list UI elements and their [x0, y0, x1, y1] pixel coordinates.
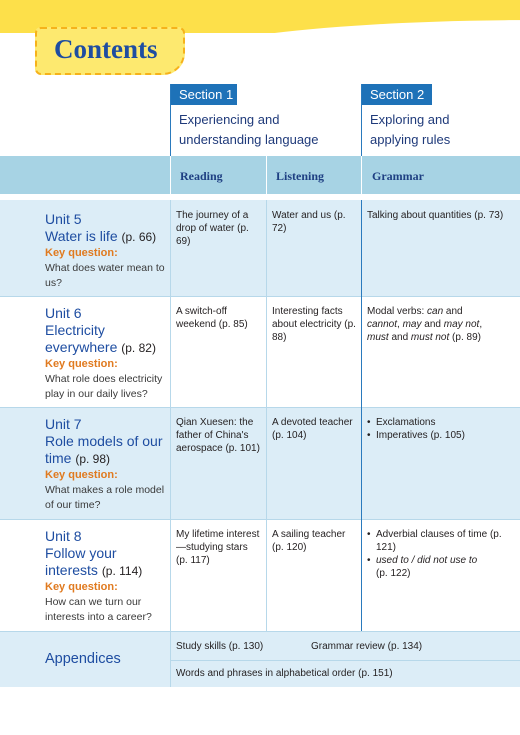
unit-number: Unit 7 — [45, 416, 82, 432]
unit-5-reading: The journey of a drop of water (p. 69) — [176, 210, 249, 247]
section-2-title — [370, 110, 450, 150]
unit-8-reading: My lifetime interest—studying stars (p. 117) — [176, 529, 260, 566]
section-1-label: Section 1 — [171, 84, 237, 105]
study-skills: Study skills (p. 130) — [176, 641, 264, 652]
grammar-item: • Imperatives (p. 105) — [367, 429, 512, 442]
key-question-text: How can we turn our interests into a career? — [45, 596, 152, 623]
column-listening: Listening — [276, 169, 325, 183]
unit-7-grammar — [367, 416, 512, 442]
unit-number: Unit 8 — [45, 528, 82, 544]
unit-7-title — [45, 416, 163, 468]
section-1-rule — [170, 84, 171, 156]
unit-page: (p. 66) — [121, 230, 157, 244]
row-divider — [171, 660, 520, 661]
page-title: Contents — [54, 34, 158, 64]
row-divider — [0, 296, 520, 297]
unit-6-title — [45, 305, 156, 357]
unit-5-title — [45, 211, 156, 246]
key-question-text: What does water mean to us? — [45, 262, 165, 289]
header-separator — [170, 156, 171, 194]
grammar-item: • Exclamations — [367, 416, 512, 429]
grammar-column-rule — [361, 200, 362, 631]
unit-name-line-2: time — [45, 450, 72, 466]
unit-name-line-1: Electricity — [45, 322, 105, 338]
unit-name: Water is life — [45, 228, 118, 244]
unit-6-grammar: Modal verbs: can and cannot, may and may not, must and must not (p. 89) — [367, 306, 483, 343]
key-question-label: Key question: — [45, 581, 118, 593]
appendices-title: Appendices — [45, 651, 121, 667]
section-2-title-line-2: applying rules — [370, 132, 451, 147]
row-divider — [0, 407, 520, 408]
unit-8-listening: A sailing teacher (p. 120) — [272, 529, 346, 553]
section-2-rule — [361, 84, 362, 156]
grammar-item: • used to / did not use to — [367, 554, 512, 567]
unit-name-line-2: everywhere — [45, 339, 118, 355]
unit-number: Unit 6 — [45, 305, 82, 321]
grammar-item: • Adverbial clauses of time (p. 121) — [367, 528, 512, 554]
column-grammar: Grammar — [372, 169, 424, 183]
unit-page: (p. 98) — [75, 452, 111, 466]
unit-6-reading: A switch-off weekend (p. 85) — [176, 306, 248, 330]
unit-page: (p. 82) — [121, 341, 156, 355]
unit-8-title — [45, 528, 142, 580]
section-1-title — [179, 110, 319, 150]
unit-6-listening: Interesting facts about electricity (p. 88) — [272, 306, 356, 343]
unit-8-grammar — [367, 528, 512, 580]
key-question-label: Key question: — [45, 469, 118, 481]
row-divider — [0, 519, 520, 520]
column-separator — [170, 200, 171, 687]
header-separator — [361, 156, 362, 194]
unit-5-listening: Water and us (p. 72) — [272, 210, 346, 234]
unit-name-line-1: Role models of our — [45, 433, 163, 449]
unit-5-grammar: Talking about quantities (p. 73) — [367, 210, 504, 221]
unit-7-reading: Qian Xuesen: the father of China's aerospace (p. 101) — [176, 417, 260, 454]
grammar-review: Grammar review (p. 134) — [311, 641, 423, 652]
unit-name-line-2: interests — [45, 562, 98, 578]
key-question-label: Key question: — [45, 358, 118, 370]
unit-7-listening: A devoted teacher (p. 104) — [272, 417, 353, 441]
section-1-title-line-1: Experiencing and — [179, 112, 280, 127]
column-header-band — [0, 156, 520, 194]
section-2-label: Section 2 — [362, 84, 432, 105]
header-separator — [266, 156, 267, 194]
column-separator — [266, 200, 267, 631]
section-2-title-line-1: Exploring and — [370, 112, 450, 127]
unit-number: Unit 5 — [45, 211, 82, 227]
grammar-item-page: (p. 122) — [376, 568, 411, 579]
key-question-text: What role does electricity play in our daily lives? — [45, 373, 163, 400]
column-reading: Reading — [180, 169, 223, 183]
unit-name-line-1: Follow your — [45, 545, 117, 561]
words-and-phrases: Words and phrases in alphabetical order (p. 151) — [176, 668, 393, 679]
unit-page: (p. 114) — [101, 564, 143, 578]
section-1-title-line-2: understanding language — [179, 132, 319, 147]
row-divider — [0, 631, 520, 632]
key-question-label: Key question: — [45, 247, 118, 259]
key-question-text: What makes a role model of our time? — [45, 484, 165, 511]
